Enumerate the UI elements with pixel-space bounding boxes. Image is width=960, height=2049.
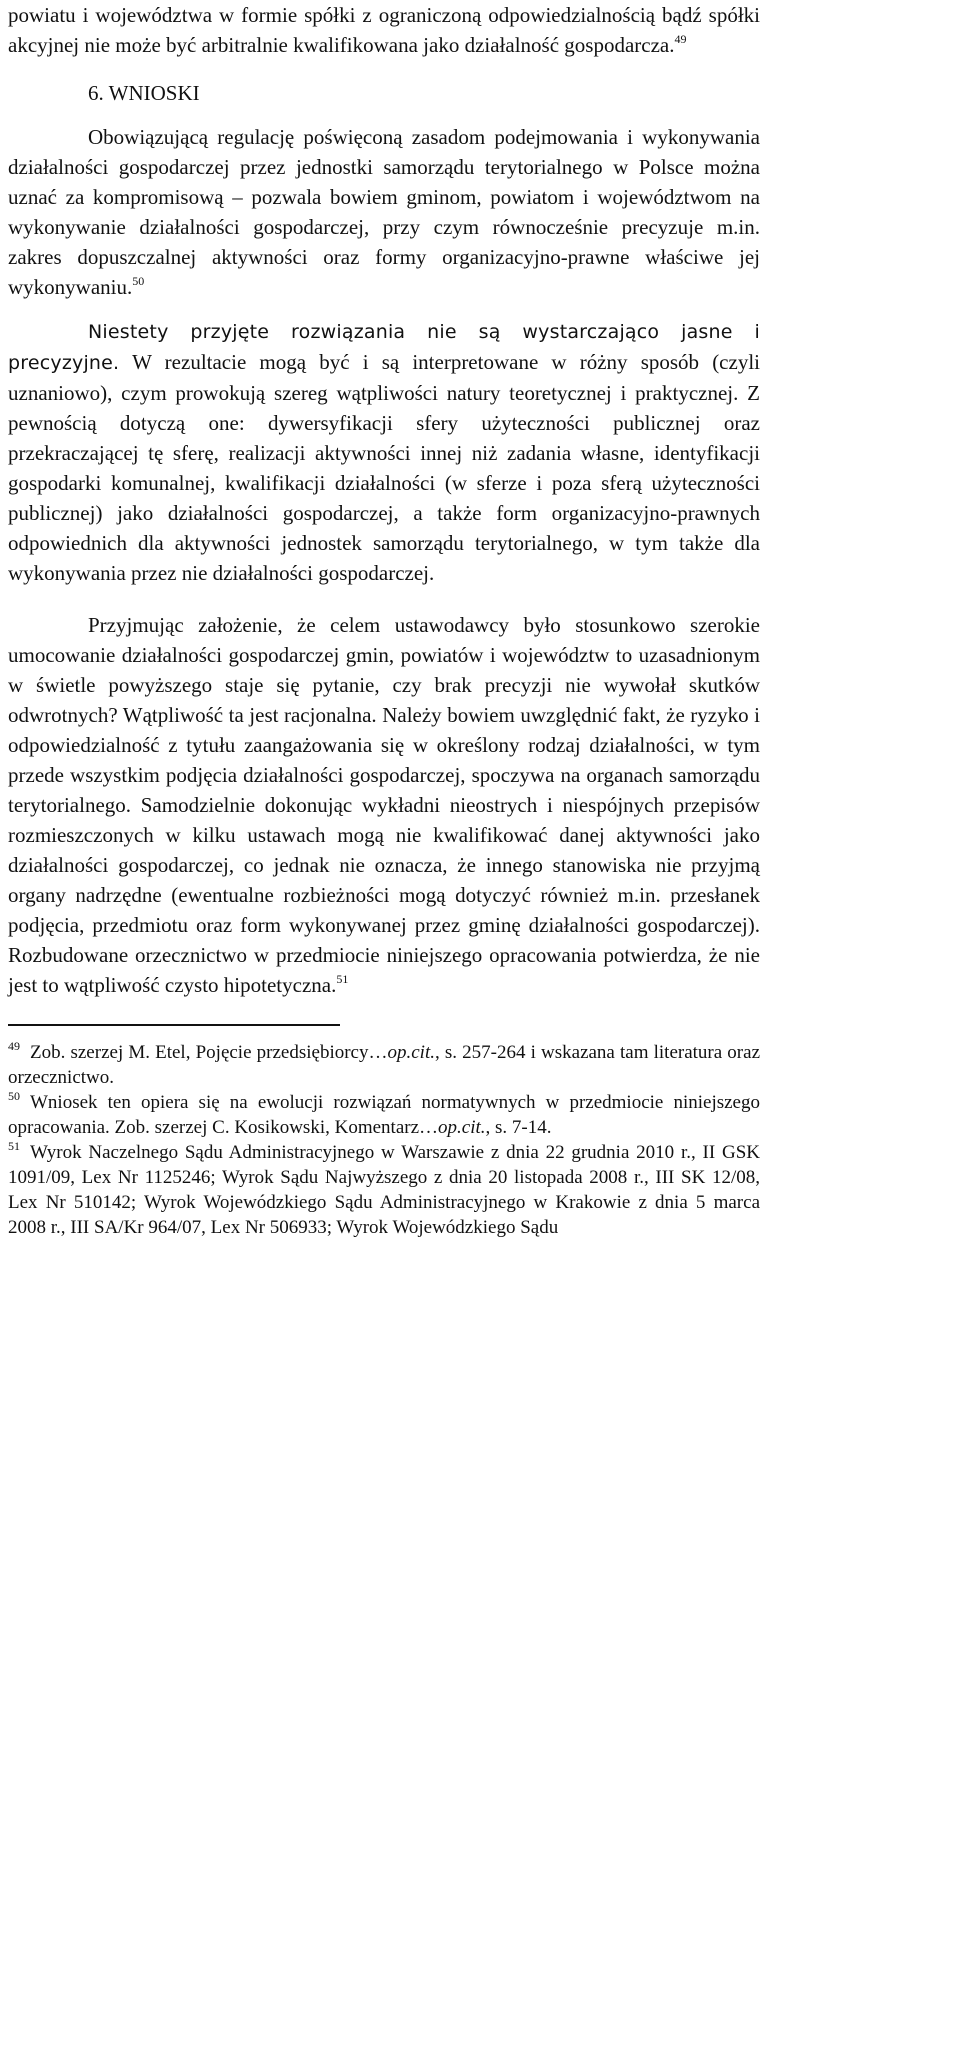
- footnote-italic: op.cit.: [387, 1042, 435, 1063]
- footnote-number: 49: [8, 1039, 20, 1053]
- footnote: [8, 1090, 760, 1140]
- section-heading: 6. WNIOSKI: [88, 81, 200, 105]
- footnote-text: Zob. szerzej M. Etel, Pojęcie przedsiębiorcy…: [30, 1042, 388, 1063]
- body-paragraph: [8, 122, 760, 302]
- paragraph-text: powiatu i województwa w formie spółki z ograniczoną odpowiedzialnością bądź spółki akcyjnej nie może być arbitralnie kwalifikowana jako działalność gospodarcza.: [8, 3, 760, 57]
- footnote-separator: [8, 1024, 340, 1026]
- paragraph-text: Przyjmując założenie, że celem ustawodawcy było stosunkowo szerokie umocowanie działalności gospodarczej gmin, powiatów i województw to uzasadnionym w świetle powyższego staje się pytanie, czy brak precyzji nie wywołał skutków odwrotnych? Wątpliwość ta jest racjonalna. Należy bowiem uwzględnić fakt, że ryzyko i odpowiedzialność z tytułu zaangażowania się w określony rodzaj działalności, w tym przede wszystkim podjęcia działalności gospodarczej, spoczywa na organach samorządu terytorialnego. Samodzielnie dokonując wykładni nieostrych i niespójnych przepisów rozmieszczonych w kilku ustawach mogą nie kwalifikować danej aktywności jako działalności gospodarczej, co jednak nie oznacza, że innego stanowiska nie przyjmą organy nadrzędne (ewentualne rozbieżności mogą dotyczyć również m.in. przesłanek podjęcia, przedmiotu oraz form wykonywanej przez gminę działalności gospodarczej). Rozbudowane orzecznictwo w przedmiocie niniejszego opracowania potwierdza, że nie jest to wątpliwość czysto hipotetyczna.: [8, 613, 760, 997]
- body-paragraph: [8, 0, 760, 60]
- footnote-reference[interactable]: 49: [674, 32, 687, 46]
- footnote-text-end: , s. 257-264 i wskazana tam literatura oraz orzecznictwo.: [8, 1042, 761, 1088]
- body-paragraph: [8, 316, 760, 588]
- body-paragraph: [8, 610, 760, 1000]
- footnote-text: Wyrok Naczelnego Sądu Administracyjnego w Warszawie z dnia 22 grudnia 2010 r., II GSK 1091/09, Lex Nr 1125246; Wyrok Sądu Najwyższego z dnia 20 listopada 2008 r., III SK 12/08, Lex Nr 510142; Wyrok Wojewódzkiego Sądu Administracyjnego w Krakowie z dnia 5 marca 2008 r., III SA/Kr 964/07, Lex Nr 506933; Wyrok Wojewódzkiego Sądu: [8, 1142, 760, 1238]
- paragraph-text: Niestety przyjęte rozwiązania nie są wystarczająco jasne i precyzyjne.: [8, 321, 760, 374]
- footnote-text-end: , s. 7-14.: [485, 1117, 552, 1138]
- document-page: [8, 0, 760, 1240]
- footnote-italic: op.cit.: [438, 1117, 486, 1138]
- footnotes-section: [8, 1040, 760, 1240]
- paragraph-text: W rezultacie mogą być i są interpretowane w różny sposób (czyli uznaniowo), czym prowokują szereg wątpliwości natury teoretycznej i praktycznej. Z pewnością dotyczą one: dywersyfikacji sfery użyteczności publicznej oraz przekraczającej tę sferę, realizacji aktywności innej niż zadania własne, identyfikacji gospodarki komunalnej, kwalifikacji działalności (w sferze i poza sferą użyteczności publicznej) jako działalności gospodarczej, a także form organizacyjno-prawnych odpowiednich dla aktywności jednostek samorządu terytorialnego, w tym także dla wykonywania przez nie działalności gospodarczej.: [8, 350, 760, 585]
- footnote-reference[interactable]: 50: [132, 274, 145, 288]
- footnote: [8, 1040, 760, 1090]
- paragraph-text: Obowiązującą regulację poświęconą zasadom podejmowania i wykonywania działalności gospodarczej przez jednostki samorządu terytorialnego w Polsce można uznać za kompromisową – pozwala bowiem gminom, powiatom i województwom na wykonywanie działalności gospodarczej, przy czym równocześnie precyzuje m.in. zakres dopuszczalnej aktywności oraz formy organizacyjno-prawne właściwe jej wykonywaniu.: [8, 125, 760, 299]
- footnote-text: Wniosek ten opiera się na ewolucji rozwiązań normatywnych w przedmiocie niniejszego opracowania. Zob. szerzej C. Kosikowski, Komentarz…: [8, 1092, 760, 1138]
- footnote: [8, 1140, 760, 1240]
- footnote-number: 50: [8, 1089, 20, 1103]
- footnote-reference[interactable]: 51: [336, 972, 349, 986]
- footnote-number: 51: [8, 1139, 20, 1153]
